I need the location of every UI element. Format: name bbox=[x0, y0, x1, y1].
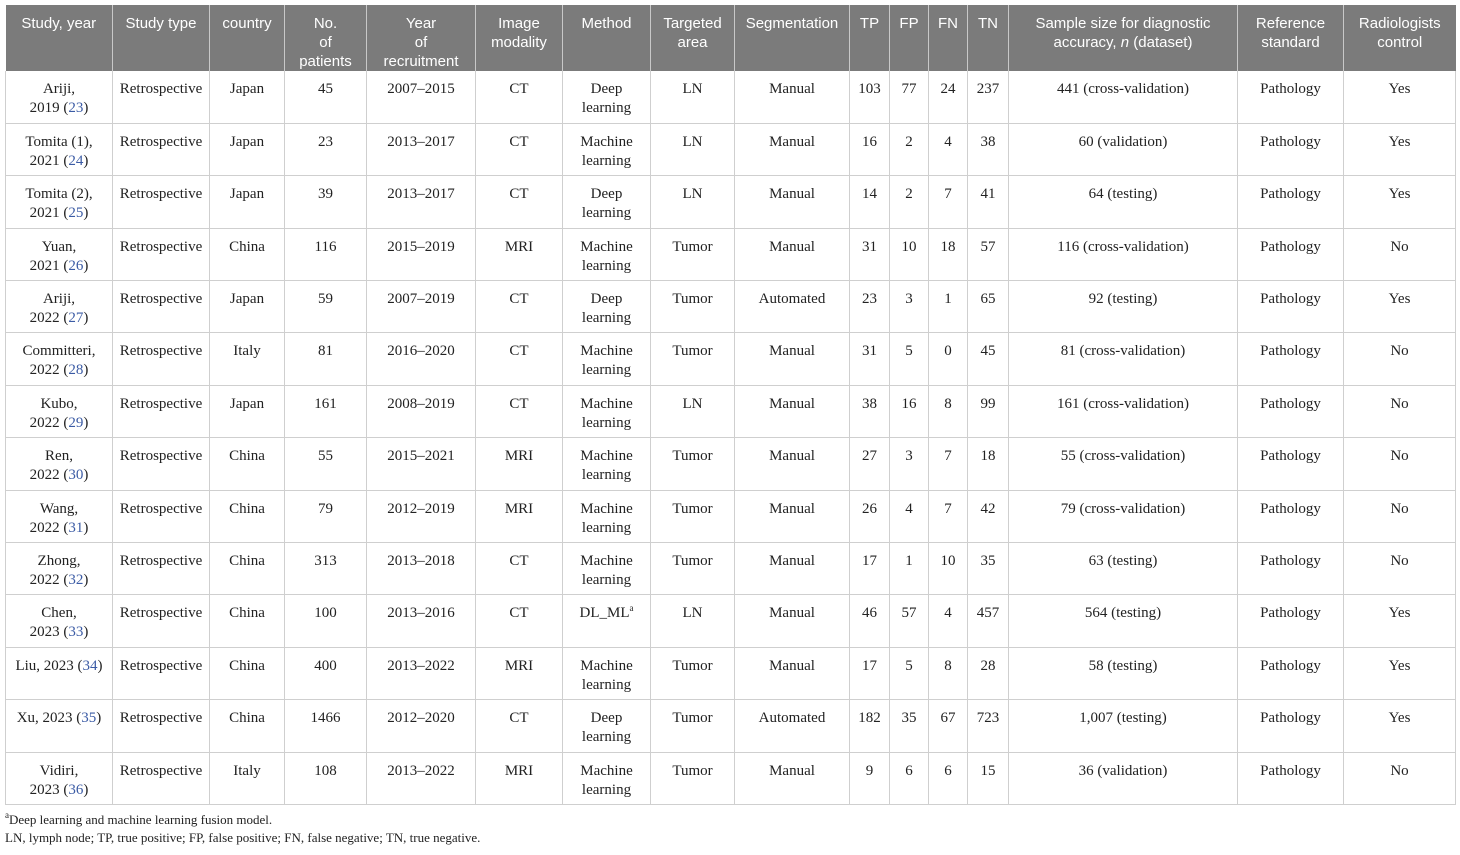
cell-segmentation: Manual bbox=[735, 123, 850, 175]
reference-link[interactable]: 32 bbox=[68, 572, 84, 589]
table-row bbox=[6, 123, 1456, 175]
cell-country: China bbox=[210, 647, 285, 699]
header-study-type: Study type bbox=[113, 5, 210, 71]
header-radiologists-control: Radiologists control bbox=[1344, 5, 1456, 71]
cell-method: Deep learning bbox=[563, 281, 651, 333]
cell-fn: 6 bbox=[929, 752, 968, 804]
cell-sample-size: 81 (cross-validation) bbox=[1009, 333, 1238, 385]
cell-fp: 3 bbox=[890, 438, 929, 490]
header-sample-size: Sample size for diagnostic accuracy, n (dataset) bbox=[1009, 5, 1238, 71]
cell-method: Deep learning bbox=[563, 700, 651, 752]
cell-tn: 28 bbox=[968, 647, 1009, 699]
study-characteristics-table bbox=[5, 5, 1456, 805]
cell-segmentation: Manual bbox=[735, 543, 850, 595]
reference-link[interactable]: 29 bbox=[68, 414, 84, 431]
cell-study: Xu, 2023 (35) bbox=[6, 700, 113, 752]
cell-radiologists-control: No bbox=[1344, 333, 1456, 385]
cell-fp: 1 bbox=[890, 543, 929, 595]
table-row bbox=[6, 700, 1456, 752]
footnote-a: $^a$Deep learning and machine learning fusion model. bbox=[5, 809, 273, 827]
cell-tp: 27 bbox=[850, 438, 890, 490]
cell-patients: 39 bbox=[285, 176, 367, 228]
cell-study: Wang, 2022 (31) bbox=[6, 490, 113, 542]
header-reference-standard: Reference standard bbox=[1238, 5, 1344, 71]
cell-reference-standard: Pathology bbox=[1238, 543, 1344, 595]
cell-recruitment: 2012–2019 bbox=[367, 490, 476, 542]
cell-recruitment: 2013–2017 bbox=[367, 176, 476, 228]
cell-study: Vidiri, 2023 (36) bbox=[6, 752, 113, 804]
cell-radiologists-control: No bbox=[1344, 438, 1456, 490]
cell-study: Zhong, 2022 (32) bbox=[6, 543, 113, 595]
reference-link[interactable]: 36 bbox=[68, 781, 84, 798]
cell-fn: 8 bbox=[929, 385, 968, 437]
cell-recruitment: 2015–2019 bbox=[367, 228, 476, 280]
cell-study-type: Retrospective bbox=[113, 595, 210, 647]
table-row bbox=[6, 595, 1456, 647]
cell-reference-standard: Pathology bbox=[1238, 333, 1344, 385]
cell-sample-size: 441 (cross-validation) bbox=[1009, 71, 1238, 123]
cell-recruitment: 2008–2019 bbox=[367, 385, 476, 437]
cell-targeted-area: LN bbox=[651, 385, 735, 437]
cell-fn: 4 bbox=[929, 123, 968, 175]
table-row bbox=[6, 228, 1456, 280]
cell-targeted-area: LN bbox=[651, 595, 735, 647]
header-recruitment: Year of recruitment bbox=[367, 5, 476, 71]
cell-tp: 26 bbox=[850, 490, 890, 542]
cell-targeted-area: Tumor bbox=[651, 438, 735, 490]
cell-country: Italy bbox=[210, 333, 285, 385]
cell-recruitment: 2007–2015 bbox=[367, 71, 476, 123]
cell-patients: 79 bbox=[285, 490, 367, 542]
cell-study: Kubo, 2022 (29) bbox=[6, 385, 113, 437]
cell-reference-standard: Pathology bbox=[1238, 595, 1344, 647]
cell-modality: MRI bbox=[476, 647, 563, 699]
cell-segmentation: Manual bbox=[735, 71, 850, 123]
cell-recruitment: 2015–2021 bbox=[367, 438, 476, 490]
table-row bbox=[6, 647, 1456, 699]
cell-study-type: Retrospective bbox=[113, 123, 210, 175]
cell-targeted-area: Tumor bbox=[651, 543, 735, 595]
cell-tn: 15 bbox=[968, 752, 1009, 804]
cell-segmentation: Manual bbox=[735, 752, 850, 804]
cell-country: Italy bbox=[210, 752, 285, 804]
cell-study-type: Retrospective bbox=[113, 700, 210, 752]
cell-segmentation: Manual bbox=[735, 490, 850, 542]
cell-study-type: Retrospective bbox=[113, 333, 210, 385]
cell-fn: 0 bbox=[929, 333, 968, 385]
cell-sample-size: 161 (cross-validation) bbox=[1009, 385, 1238, 437]
cell-tp: 14 bbox=[850, 176, 890, 228]
cell-modality: MRI bbox=[476, 438, 563, 490]
header-segmentation: Segmentation bbox=[735, 5, 850, 71]
cell-radiologists-control: No bbox=[1344, 752, 1456, 804]
cell-country: Japan bbox=[210, 123, 285, 175]
cell-method: $DL\_ML^a$ bbox=[563, 595, 651, 647]
cell-reference-standard: Pathology bbox=[1238, 647, 1344, 699]
header-country: country bbox=[210, 5, 285, 71]
cell-study-type: Retrospective bbox=[113, 281, 210, 333]
cell-radiologists-control: Yes bbox=[1344, 700, 1456, 752]
cell-sample-size: 58 (testing) bbox=[1009, 647, 1238, 699]
cell-modality: CT bbox=[476, 700, 563, 752]
cell-targeted-area: Tumor bbox=[651, 490, 735, 542]
cell-country: Japan bbox=[210, 385, 285, 437]
cell-method: Machine learning bbox=[563, 333, 651, 385]
cell-reference-standard: Pathology bbox=[1238, 700, 1344, 752]
cell-study-type: Retrospective bbox=[113, 752, 210, 804]
cell-reference-standard: Pathology bbox=[1238, 281, 1344, 333]
cell-method: Machine learning bbox=[563, 490, 651, 542]
cell-sample-size: 63 (testing) bbox=[1009, 543, 1238, 595]
cell-fn: 4 bbox=[929, 595, 968, 647]
table-row bbox=[6, 438, 1456, 490]
header-tp: TP bbox=[850, 5, 890, 71]
table-row bbox=[6, 333, 1456, 385]
cell-study: Yuan, 2021 (26) bbox=[6, 228, 113, 280]
cell-tn: 42 bbox=[968, 490, 1009, 542]
cell-method: Machine learning bbox=[563, 123, 651, 175]
table-header bbox=[6, 5, 1456, 71]
cell-radiologists-control: Yes bbox=[1344, 647, 1456, 699]
reference-link[interactable]: 26 bbox=[68, 257, 84, 274]
cell-radiologists-control: No bbox=[1344, 543, 1456, 595]
cell-country: China bbox=[210, 490, 285, 542]
cell-modality: MRI bbox=[476, 752, 563, 804]
reference-link[interactable]: 24 bbox=[68, 152, 84, 169]
cell-targeted-area: Tumor bbox=[651, 647, 735, 699]
cell-segmentation: Manual bbox=[735, 647, 850, 699]
cell-sample-size: 55 (cross-validation) bbox=[1009, 438, 1238, 490]
cell-method: Machine learning bbox=[563, 752, 651, 804]
cell-reference-standard: Pathology bbox=[1238, 438, 1344, 490]
cell-country: China bbox=[210, 543, 285, 595]
cell-reference-standard: Pathology bbox=[1238, 752, 1344, 804]
cell-tn: 237 bbox=[968, 71, 1009, 123]
cell-fn: 7 bbox=[929, 176, 968, 228]
cell-study: Chen, 2023 (33) bbox=[6, 595, 113, 647]
cell-patients: 313 bbox=[285, 543, 367, 595]
cell-fp: 6 bbox=[890, 752, 929, 804]
cell-segmentation: Manual bbox=[735, 333, 850, 385]
reference-link[interactable]: 27 bbox=[68, 310, 84, 327]
header-modality: Image modality bbox=[476, 5, 563, 71]
cell-fp: 10 bbox=[890, 228, 929, 280]
cell-modality: MRI bbox=[476, 228, 563, 280]
cell-recruitment: 2012–2020 bbox=[367, 700, 476, 752]
header-targeted-area: Targeted area bbox=[651, 5, 735, 71]
table-row bbox=[6, 752, 1456, 804]
reference-link[interactable]: 30 bbox=[68, 467, 84, 484]
cell-modality: CT bbox=[476, 385, 563, 437]
cell-tp: 16 bbox=[850, 123, 890, 175]
header-fp: FP bbox=[890, 5, 929, 71]
cell-study-type: Retrospective bbox=[113, 176, 210, 228]
cell-fp: 57 bbox=[890, 595, 929, 647]
cell-targeted-area: LN bbox=[651, 71, 735, 123]
cell-method: Machine learning bbox=[563, 543, 651, 595]
cell-tn: 18 bbox=[968, 438, 1009, 490]
cell-fn: 18 bbox=[929, 228, 968, 280]
header-study-year: Study, year bbox=[6, 5, 113, 71]
cell-method: Machine learning bbox=[563, 385, 651, 437]
cell-method: Machine learning bbox=[563, 228, 651, 280]
reference-link[interactable]: 25 bbox=[68, 205, 84, 222]
cell-reference-standard: Pathology bbox=[1238, 228, 1344, 280]
cell-targeted-area: LN bbox=[651, 123, 735, 175]
cell-study-type: Retrospective bbox=[113, 543, 210, 595]
footnote-marker: a bbox=[629, 603, 634, 614]
cell-modality: CT bbox=[476, 543, 563, 595]
reference-link[interactable]: 31 bbox=[68, 519, 84, 536]
reference-link[interactable]: 28 bbox=[68, 362, 84, 379]
cell-method: Deep learning bbox=[563, 71, 651, 123]
header-row bbox=[6, 5, 1456, 71]
reference-link[interactable]: 35 bbox=[81, 710, 97, 727]
cell-reference-standard: Pathology bbox=[1238, 176, 1344, 228]
cell-fp: 4 bbox=[890, 490, 929, 542]
cell-fp: 2 bbox=[890, 176, 929, 228]
cell-sample-size: 64 (testing) bbox=[1009, 176, 1238, 228]
cell-recruitment: 2013–2017 bbox=[367, 123, 476, 175]
cell-tp: 17 bbox=[850, 647, 890, 699]
cell-fn: 24 bbox=[929, 71, 968, 123]
cell-targeted-area: Tumor bbox=[651, 700, 735, 752]
cell-segmentation: Manual bbox=[735, 228, 850, 280]
cell-study-type: Retrospective bbox=[113, 228, 210, 280]
cell-sample-size: 564 (testing) bbox=[1009, 595, 1238, 647]
cell-patients: 81 bbox=[285, 333, 367, 385]
table-row bbox=[6, 490, 1456, 542]
cell-targeted-area: Tumor bbox=[651, 281, 735, 333]
cell-radiologists-control: Yes bbox=[1344, 71, 1456, 123]
cell-patients: 59 bbox=[285, 281, 367, 333]
cell-sample-size: 60 (validation) bbox=[1009, 123, 1238, 175]
cell-study: Ariji, 2022 (27) bbox=[6, 281, 113, 333]
header-patients: No. of patients bbox=[285, 5, 367, 71]
cell-country: Japan bbox=[210, 281, 285, 333]
cell-modality: CT bbox=[476, 71, 563, 123]
cell-recruitment: 2013–2022 bbox=[367, 647, 476, 699]
cell-tn: 457 bbox=[968, 595, 1009, 647]
cell-tn: 99 bbox=[968, 385, 1009, 437]
cell-country: Japan bbox=[210, 176, 285, 228]
header-method: Method bbox=[563, 5, 651, 71]
cell-segmentation: Manual bbox=[735, 595, 850, 647]
cell-tp: 103 bbox=[850, 71, 890, 123]
cell-study: Ariji, 2019 (23) bbox=[6, 71, 113, 123]
cell-patients: 116 bbox=[285, 228, 367, 280]
cell-country: China bbox=[210, 438, 285, 490]
table-row bbox=[6, 385, 1456, 437]
cell-tn: 35 bbox=[968, 543, 1009, 595]
cell-country: China bbox=[210, 228, 285, 280]
cell-tn: 38 bbox=[968, 123, 1009, 175]
header-fn: FN bbox=[929, 5, 968, 71]
cell-modality: CT bbox=[476, 123, 563, 175]
cell-segmentation: Automated bbox=[735, 700, 850, 752]
cell-patients: 45 bbox=[285, 71, 367, 123]
cell-recruitment: 2013–2018 bbox=[367, 543, 476, 595]
cell-sample-size: 92 (testing) bbox=[1009, 281, 1238, 333]
cell-fp: 35 bbox=[890, 700, 929, 752]
cell-sample-size: 36 (validation) bbox=[1009, 752, 1238, 804]
cell-radiologists-control: Yes bbox=[1344, 176, 1456, 228]
cell-recruitment: 2016–2020 bbox=[367, 333, 476, 385]
cell-radiologists-control: Yes bbox=[1344, 281, 1456, 333]
cell-tp: 38 bbox=[850, 385, 890, 437]
cell-patients: 400 bbox=[285, 647, 367, 699]
reference-link[interactable]: 33 bbox=[68, 624, 84, 641]
cell-tp: 46 bbox=[850, 595, 890, 647]
cell-fp: 5 bbox=[890, 333, 929, 385]
cell-study-type: Retrospective bbox=[113, 71, 210, 123]
cell-country: China bbox=[210, 700, 285, 752]
cell-tn: 45 bbox=[968, 333, 1009, 385]
table-container bbox=[5, 5, 1455, 847]
cell-study: Committeri, 2022 (28) bbox=[6, 333, 113, 385]
cell-fp: 5 bbox=[890, 647, 929, 699]
cell-reference-standard: Pathology bbox=[1238, 71, 1344, 123]
cell-patients: 100 bbox=[285, 595, 367, 647]
table-row bbox=[6, 71, 1456, 123]
cell-recruitment: 2013–2016 bbox=[367, 595, 476, 647]
cell-country: Japan bbox=[210, 71, 285, 123]
cell-radiologists-control: Yes bbox=[1344, 123, 1456, 175]
cell-method: Deep learning bbox=[563, 176, 651, 228]
cell-modality: CT bbox=[476, 595, 563, 647]
cell-radiologists-control: No bbox=[1344, 490, 1456, 542]
cell-fn: 7 bbox=[929, 490, 968, 542]
cell-tp: 23 bbox=[850, 281, 890, 333]
cell-study: Tomita (1), 2021 (24) bbox=[6, 123, 113, 175]
cell-tn: 723 bbox=[968, 700, 1009, 752]
cell-reference-standard: Pathology bbox=[1238, 385, 1344, 437]
cell-radiologists-control: Yes bbox=[1344, 595, 1456, 647]
reference-link[interactable]: 23 bbox=[68, 100, 84, 116]
cell-recruitment: 2007–2019 bbox=[367, 281, 476, 333]
cell-segmentation: Manual bbox=[735, 438, 850, 490]
cell-targeted-area: Tumor bbox=[651, 752, 735, 804]
cell-fp: 77 bbox=[890, 71, 929, 123]
cell-tn: 41 bbox=[968, 176, 1009, 228]
cell-fn: 1 bbox=[929, 281, 968, 333]
cell-reference-standard: Pathology bbox=[1238, 123, 1344, 175]
table-row bbox=[6, 176, 1456, 228]
cell-study-type: Retrospective bbox=[113, 490, 210, 542]
cell-modality: MRI bbox=[476, 490, 563, 542]
cell-fn: 67 bbox=[929, 700, 968, 752]
cell-patients: 161 bbox=[285, 385, 367, 437]
abbreviations-note: LN, lymph node; TP, true positive; FP, false positive; FN, false negative; TN, true negative. bbox=[5, 829, 481, 845]
cell-patients: 55 bbox=[285, 438, 367, 490]
cell-sample-size: 1,007 (testing) bbox=[1009, 700, 1238, 752]
cell-method: Machine learning bbox=[563, 647, 651, 699]
cell-study-type: Retrospective bbox=[113, 385, 210, 437]
cell-radiologists-control: No bbox=[1344, 228, 1456, 280]
table-row bbox=[6, 281, 1456, 333]
cell-segmentation: Automated bbox=[735, 281, 850, 333]
cell-targeted-area: LN bbox=[651, 176, 735, 228]
cell-patients: 23 bbox=[285, 123, 367, 175]
cell-study-type: Retrospective bbox=[113, 438, 210, 490]
cell-modality: CT bbox=[476, 176, 563, 228]
cell-patients: 108 bbox=[285, 752, 367, 804]
cell-sample-size: 116 (cross-validation) bbox=[1009, 228, 1238, 280]
cell-radiologists-control: No bbox=[1344, 385, 1456, 437]
cell-study-type: Retrospective bbox=[113, 647, 210, 699]
reference-link[interactable]: 34 bbox=[82, 657, 98, 674]
cell-country: China bbox=[210, 595, 285, 647]
cell-fn: 10 bbox=[929, 543, 968, 595]
cell-reference-standard: Pathology bbox=[1238, 490, 1344, 542]
cell-recruitment: 2013–2022 bbox=[367, 752, 476, 804]
table-notes bbox=[5, 811, 1455, 847]
cell-tp: 182 bbox=[850, 700, 890, 752]
cell-segmentation: Manual bbox=[735, 385, 850, 437]
cell-targeted-area: Tumor bbox=[651, 333, 735, 385]
footnote-marker: a bbox=[5, 809, 9, 820]
cell-tn: 65 bbox=[968, 281, 1009, 333]
cell-tp: 17 bbox=[850, 543, 890, 595]
cell-study: Tomita (2), 2021 (25) bbox=[6, 176, 113, 228]
cell-modality: CT bbox=[476, 281, 563, 333]
cell-segmentation: Manual bbox=[735, 176, 850, 228]
cell-fn: 7 bbox=[929, 438, 968, 490]
cell-fp: 2 bbox=[890, 123, 929, 175]
cell-targeted-area: Tumor bbox=[651, 228, 735, 280]
cell-tp: 9 bbox=[850, 752, 890, 804]
cell-fp: 3 bbox=[890, 281, 929, 333]
cell-fn: 8 bbox=[929, 647, 968, 699]
table-row bbox=[6, 543, 1456, 595]
cell-modality: CT bbox=[476, 333, 563, 385]
header-tn: TN bbox=[968, 5, 1009, 71]
cell-tp: 31 bbox=[850, 228, 890, 280]
cell-fp: 16 bbox=[890, 385, 929, 437]
cell-tn: 57 bbox=[968, 228, 1009, 280]
cell-tp: 31 bbox=[850, 333, 890, 385]
table-body bbox=[6, 71, 1456, 804]
cell-method: Machine learning bbox=[563, 438, 651, 490]
cell-study: Liu, 2023 (34) bbox=[6, 647, 113, 699]
cell-study: Ren, 2022 (30) bbox=[6, 438, 113, 490]
cell-patients: 1466 bbox=[285, 700, 367, 752]
cell-sample-size: 79 (cross-validation) bbox=[1009, 490, 1238, 542]
